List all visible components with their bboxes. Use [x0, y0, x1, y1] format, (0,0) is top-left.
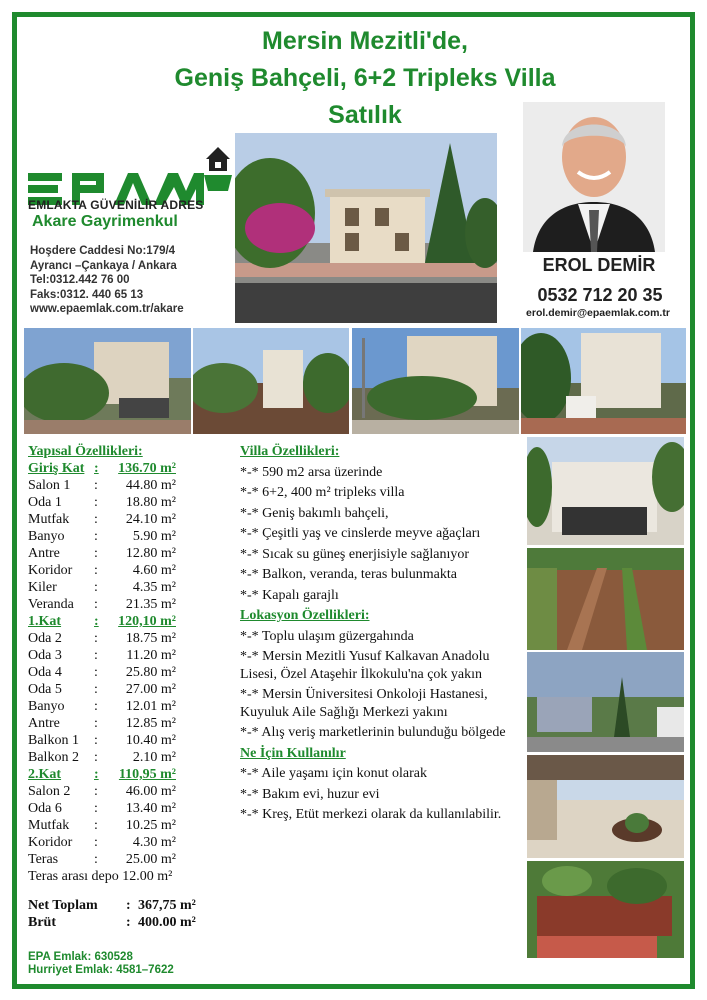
- colon: :: [94, 716, 98, 731]
- villa-main-photo: [235, 133, 497, 323]
- phone-line: Tel:0312.442 76 00: [30, 274, 130, 286]
- room-row: [28, 647, 228, 664]
- feature-item: *-* Geniş bakımlı bahçeli,: [240, 505, 389, 521]
- website-line: www.epaemlak.com.tr/akare: [30, 303, 184, 315]
- room-row: [28, 681, 228, 698]
- feature-item: *-* Bakım evi, huzur evi: [240, 786, 380, 802]
- room-name: Veranda: [28, 597, 74, 612]
- room-area: 11.20 m²: [126, 648, 176, 663]
- room-area: 24.10 m²: [125, 512, 176, 527]
- feature-item: *-* Mersin Üniversitesi Onkoloji Hastanesi, Kuyuluk Aile Sağlığı Merkezi yakını: [240, 687, 488, 720]
- room-name: Oda 2: [28, 631, 62, 646]
- villa-photo-roof-garden: [527, 861, 684, 958]
- colon: :: [94, 784, 98, 799]
- net-total-label: Net Toplam: [28, 898, 98, 913]
- villa-photo-gate: [527, 437, 684, 545]
- floor-colon: :: [94, 767, 99, 782]
- room-name: Oda 1: [28, 495, 62, 510]
- villa-photo-entrance: [521, 328, 686, 434]
- room-row: [28, 545, 228, 562]
- room-area: 18.80 m²: [125, 495, 176, 510]
- colon: :: [94, 648, 98, 663]
- villa-photo-side: [193, 328, 349, 434]
- colon: :: [94, 835, 98, 850]
- ground-floor-heading: [28, 460, 228, 477]
- feature-item: *-* Balkon, veranda, teras bulunmakta: [240, 567, 457, 582]
- usage-list: [240, 765, 520, 824]
- colon: :: [94, 597, 98, 612]
- villa-features-heading: Villa Özellikleri:: [240, 444, 340, 459]
- room-area: 10.40 m²: [125, 733, 176, 748]
- room-area: 44.80 m²: [125, 478, 176, 493]
- floor-label: 2.Kat: [28, 767, 62, 782]
- room-area: 18.75 m²: [125, 631, 176, 646]
- room-area: 5.90 m²: [132, 529, 176, 544]
- room-row: [28, 494, 228, 511]
- colon: :: [94, 495, 98, 510]
- colon: :: [94, 563, 98, 578]
- colon: :: [94, 546, 98, 561]
- feature-item: *-* 590 m2 arsa üzerinde: [240, 464, 383, 480]
- room-name: Oda 3: [28, 648, 62, 663]
- title-line-1: Mersin Mezitli'de,: [262, 27, 468, 55]
- address-line-1: Hoşdere Caddesi No:179/4: [30, 245, 176, 257]
- colon: :: [126, 915, 131, 930]
- room-area: 4.60 m²: [132, 563, 176, 578]
- storage-note: Teras arası depo 12.00 m²: [28, 869, 173, 884]
- villa-photo-terrace: [527, 755, 684, 858]
- room-area: 25.80 m²: [125, 665, 176, 680]
- colon: :: [94, 665, 98, 680]
- room-row: [28, 562, 228, 579]
- room-area: 46.00 m²: [125, 784, 176, 799]
- room-name: Koridor: [28, 835, 73, 850]
- location-heading: Lokasyon Özellikleri:: [240, 608, 370, 623]
- room-name: Oda 4: [28, 665, 62, 680]
- room-area: 4.35 m²: [132, 580, 176, 595]
- villa-photo-garden-front: [24, 328, 191, 434]
- room-row: [28, 664, 228, 681]
- floor-colon: :: [94, 461, 99, 476]
- feature-item: *-* Aile yaşamı için konut olarak: [240, 766, 428, 781]
- epa-code: EPA Emlak: 630528: [28, 951, 133, 963]
- room-name: Salon 1: [28, 478, 71, 493]
- room-row: [28, 528, 228, 545]
- room-name: Koridor: [28, 563, 73, 578]
- colon: :: [94, 852, 98, 867]
- room-row: [28, 596, 228, 613]
- room-area: 25.00 m²: [125, 852, 176, 867]
- room-area: 12.85 m²: [125, 716, 176, 731]
- floor-label: Giriş Kat: [28, 461, 85, 476]
- room-area: 12.80 m²: [125, 546, 176, 561]
- room-row: [28, 715, 228, 732]
- room-name: Kiler: [28, 580, 57, 595]
- room-area: 21.35 m²: [125, 597, 176, 612]
- room-name: Banyo: [28, 529, 65, 544]
- net-total-row: [28, 897, 228, 914]
- room-row: [28, 834, 228, 851]
- agent-phone: 0532 712 20 35: [537, 285, 663, 305]
- colon: :: [94, 682, 98, 697]
- room-name: Antre: [28, 546, 60, 561]
- structural-heading: Yapısal Özellikleri:: [28, 444, 143, 459]
- logo-company: Akare Gayrimenkul: [32, 213, 178, 230]
- second-floor-heading: [28, 766, 228, 783]
- agent-email: erol.demir@epaemlak.com.tr: [526, 307, 670, 319]
- room-area: 13.40 m²: [125, 801, 176, 816]
- floor-area: 136.70 m²: [118, 461, 176, 476]
- feature-item: *-* Kreş, Etüt merkezi olarak da kullanılabilir.: [240, 807, 502, 822]
- room-row: [28, 511, 228, 528]
- room-area: 12.01 m²: [125, 699, 176, 714]
- usage-heading: Ne İçin Kullanılır: [240, 745, 346, 761]
- gross-total-row: [28, 914, 228, 931]
- floor-area: 120,10 m²: [118, 614, 176, 629]
- room-name: Oda 6: [28, 801, 62, 816]
- room-area: 10.25 m²: [125, 818, 176, 833]
- room-row: [28, 800, 228, 817]
- colon: :: [94, 580, 98, 595]
- floor-colon: :: [94, 614, 99, 629]
- gross-total-value: 400.00 m²: [138, 915, 196, 930]
- net-total-value: 367,75 m²: [138, 898, 196, 913]
- room-row: [28, 630, 228, 647]
- ground-floor-rooms: [28, 477, 228, 613]
- room-name: Salon 2: [28, 784, 71, 799]
- structural-specs: [28, 443, 228, 931]
- room-row: [28, 783, 228, 800]
- room-row: [28, 749, 228, 766]
- villa-photo-garden-beds: [527, 548, 684, 650]
- totals: [28, 897, 228, 931]
- room-name: Balkon 2: [28, 750, 79, 765]
- listing-codes: [28, 951, 174, 977]
- contact-block: [30, 244, 184, 317]
- feature-item: *-* Kapalı garajlı: [240, 587, 339, 603]
- colon: :: [94, 818, 98, 833]
- room-name: Teras: [28, 852, 59, 867]
- room-name: Mutfak: [28, 818, 70, 833]
- feature-item: *-* Sıcak su güneş enerjisiyle sağlanıyor: [240, 546, 470, 562]
- feature-item: *-* Alış veriş marketlerinin bulunduğu bölgede: [240, 725, 506, 740]
- room-name: Mutfak: [28, 512, 70, 527]
- first-floor-heading: [28, 613, 228, 630]
- colon: :: [126, 898, 131, 913]
- room-row: [28, 851, 228, 868]
- room-area: 4.30 m²: [132, 835, 176, 850]
- feature-item: *-* Mersin Mezitli Yusuf Kalkavan Anadolu Lisesi, Özel Ataşehir İlkokulu'na çok yakın: [240, 649, 490, 682]
- room-name: Balkon 1: [28, 733, 79, 748]
- colon: :: [94, 699, 98, 714]
- villa-photo-view: [527, 652, 684, 752]
- feature-item: *-* 6+2, 400 m² tripleks villa: [240, 485, 405, 500]
- room-area: 2.10 m²: [132, 750, 176, 765]
- room-row: [28, 817, 228, 834]
- location-features-list: [240, 628, 520, 742]
- gross-total-label: Brüt: [28, 915, 56, 930]
- features-column: [240, 443, 520, 827]
- room-name: Banyo: [28, 699, 65, 714]
- floor-label: 1.Kat: [28, 614, 62, 629]
- house-icon: [204, 145, 232, 193]
- room-name: Antre: [28, 716, 60, 731]
- hurriyet-code: Hurriyet Emlak: 4581–7622: [28, 964, 174, 976]
- colon: :: [94, 733, 98, 748]
- agent-name: EROL DEMİR: [542, 255, 656, 275]
- colon: :: [94, 801, 98, 816]
- villa-features-list: [240, 464, 520, 605]
- villa-photo-rear: [352, 328, 519, 434]
- room-row: [28, 477, 228, 494]
- colon: :: [94, 478, 98, 493]
- room-name: Oda 5: [28, 682, 62, 697]
- room-row: [28, 579, 228, 596]
- colon: :: [94, 631, 98, 646]
- agent-photo: [523, 102, 665, 252]
- floor-area: 110,95 m²: [118, 767, 176, 782]
- feature-item: *-* Toplu ulaşım güzergahında: [240, 628, 414, 644]
- colon: :: [94, 512, 98, 527]
- colon: :: [94, 529, 98, 544]
- room-area: 27.00 m²: [125, 682, 176, 697]
- room-row: [28, 698, 228, 715]
- title-line-2: Geniş Bahçeli, 6+2 Tripleks Villa: [174, 64, 556, 92]
- first-floor-rooms: [28, 630, 228, 766]
- address-line-2: Ayrancı –Çankaya / Ankara: [30, 259, 177, 272]
- room-row: [28, 732, 228, 749]
- title-line-3: Satılık: [328, 101, 402, 129]
- fax-line: Faks:0312. 440 65 13: [30, 288, 144, 301]
- second-floor-rooms: [28, 783, 228, 868]
- colon: :: [94, 750, 98, 765]
- feature-item: *-* Çeşitli yaş ve cinslerde meyve ağaçları: [240, 526, 481, 541]
- logo-tagline: EMLAKTA GÜVENİLİR ADRES: [28, 198, 204, 212]
